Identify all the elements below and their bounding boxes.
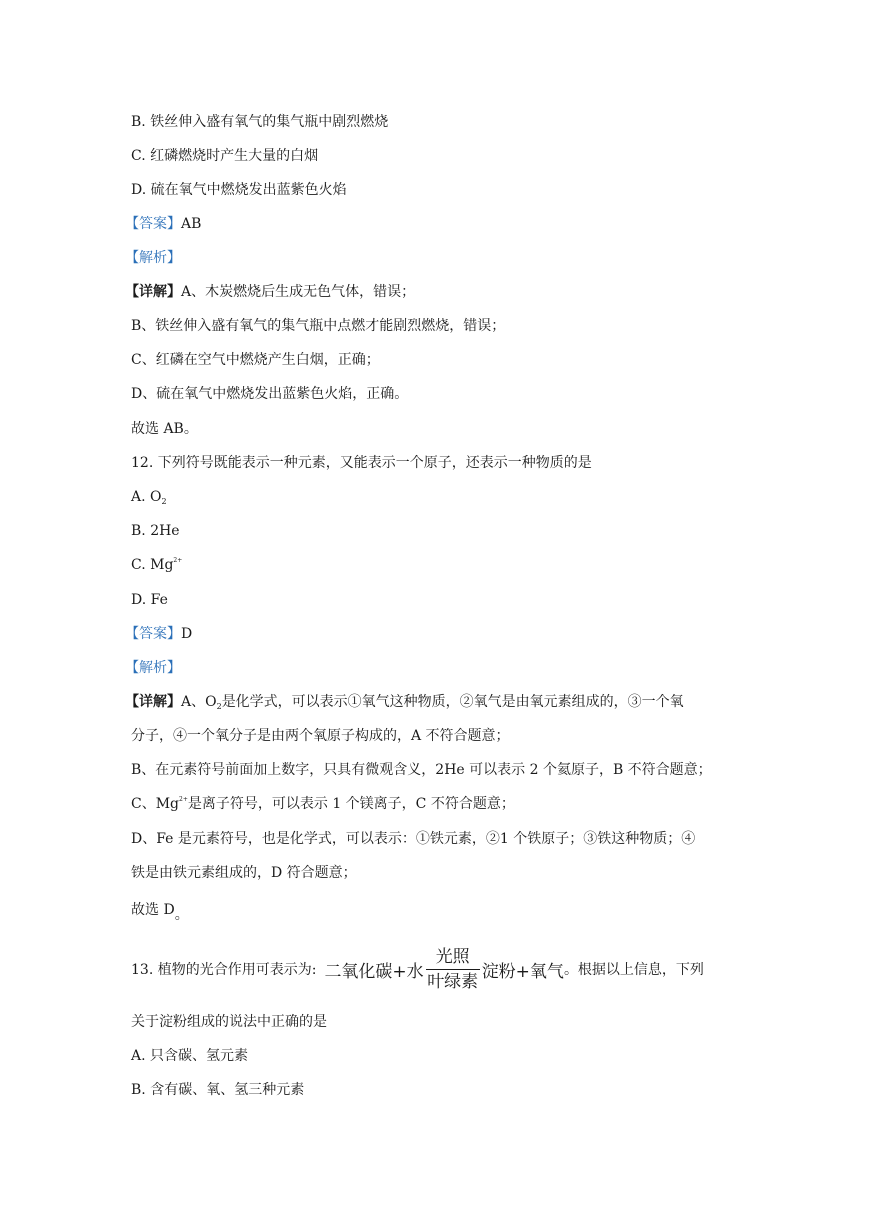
q12-answer xyxy=(125,624,192,644)
q12-option-b: B. 2He xyxy=(131,523,180,539)
q12-detail-a-line2: 分子，④一个氧分子是由两个氧原子构成的，A 不符合题意； xyxy=(131,728,510,744)
q12-detail-d-line1: D、Fe 是元素符号，也是化学式，可以表示：①铁元素，②1 个铁原子；③铁这种物质；④ xyxy=(131,831,696,847)
q12-detail-c xyxy=(131,794,515,817)
option-a-text: A. O xyxy=(131,489,162,505)
q11-option-b: B. 铁丝伸入盛有氧气的集气瓶中剧烈燃烧 xyxy=(131,114,389,130)
q12-detail-d-line2: 铁是由铁元素组成的，D 符合题意； xyxy=(131,865,357,881)
q13-number-text: 13. 植物的光合作用可表示为: xyxy=(131,962,317,978)
detail-tag: 【详解】 xyxy=(125,284,181,300)
q12-stem: 12. 下列符号既能表示一种元素，又能表示一个原子，还表示一种物质的是 xyxy=(131,455,592,471)
answer-tag: 【答案】 xyxy=(125,626,181,642)
answer-value: D xyxy=(181,626,193,642)
condition-top: 光照 xyxy=(435,946,470,967)
answer-tag: 【答案】 xyxy=(125,216,181,232)
option-c-text: C. Mg xyxy=(131,557,174,573)
conclusion-period: 。 xyxy=(174,907,189,923)
detail-c-pre: C、Mg xyxy=(131,796,180,812)
q11-option-c: C. 红磷燃烧时产生大量的白烟 xyxy=(131,148,319,164)
option-c-superscript: 2+ xyxy=(173,557,183,564)
detail-a-post: 是化学式，可以表示①氧气这种物质，②氧气是由氧元素组成的，③一个氧 xyxy=(221,694,684,710)
q13-products: 淀粉+氧气 xyxy=(481,961,564,982)
q12-option-d: D. Fe xyxy=(131,592,168,608)
q13-option-b: B. 含有碳、氧、氢三种元素 xyxy=(131,1082,305,1098)
detail-c-superscript: 2+ xyxy=(179,796,188,803)
q12-conclusion xyxy=(131,900,189,923)
q13-stem-line1 xyxy=(131,944,704,994)
q11-detail-a xyxy=(125,282,415,302)
q11-detail-d: D、硫在氧气中燃烧发出蓝紫色火焰，正确。 xyxy=(131,386,409,402)
q11-option-d: D. 硫在氧气中燃烧发出蓝紫色火焰 xyxy=(131,182,347,198)
detail-c-post: 是离子符号，可以表示 1 个镁离子，C 不符合题意； xyxy=(187,796,515,812)
q13-stem-line2: 关于淀粉组成的说法中正确的是 xyxy=(131,1014,327,1030)
answer-value: AB xyxy=(181,216,202,232)
reaction-condition xyxy=(426,947,480,992)
option-a-subscript: 2 xyxy=(161,497,167,506)
q11-answer xyxy=(125,214,201,234)
q12-detail-a xyxy=(125,692,684,714)
q12-detail-b: B、在元素符号前面加上数字，只具有微观含义，2He 可以表示 2 个氦原子，B 不符合题意； xyxy=(131,762,712,778)
q11-conclusion: 故选 AB。 xyxy=(131,421,198,437)
conclusion-text: 故选 D xyxy=(131,902,175,918)
detail-a-pre: A、O xyxy=(181,694,217,710)
q12-option-c xyxy=(131,555,182,578)
q11-detail-b: B、铁丝伸入盛有氧气的集气瓶中点燃才能剧烈燃烧，错误； xyxy=(131,318,506,334)
q11-analysis-tag: 【解析】 xyxy=(125,250,181,266)
condition-bottom: 叶绿素 xyxy=(427,971,479,992)
q13-tail: 。根据以上信息，下列 xyxy=(563,962,704,978)
q11-detail-c: C、红磷在空气中燃烧产生白烟，正确； xyxy=(131,352,380,368)
detail-text: A、木炭燃烧后生成无色气体，错误； xyxy=(181,284,416,300)
q13-option-a: A. 只含碳、氢元素 xyxy=(131,1048,249,1064)
q12-analysis-tag: 【解析】 xyxy=(125,660,181,676)
q12-option-a xyxy=(131,487,167,509)
detail-a-subscript: 2 xyxy=(216,702,222,711)
q13-reactants: 二氧化碳+水 xyxy=(324,961,424,982)
detail-tag: 【详解】 xyxy=(125,694,181,710)
reaction-arrow-line xyxy=(426,969,480,970)
